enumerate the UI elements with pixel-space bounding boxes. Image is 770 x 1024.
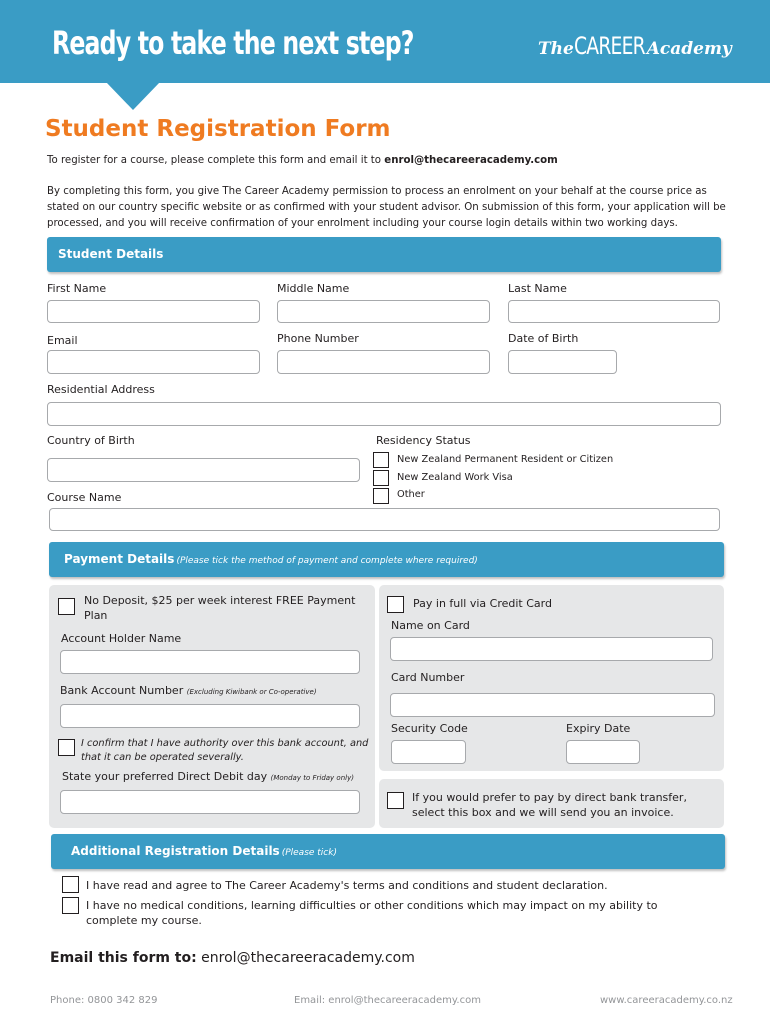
expiry-date-label: Expiry Date (566, 722, 631, 735)
credit-card-label: Pay in full via Credit Card (413, 597, 552, 610)
bank-account-label (60, 684, 317, 697)
bank-account-note: (Excluding Kiwibank or Co-operative) (186, 688, 317, 696)
intro-instructions (47, 155, 558, 166)
logo-academy: Academy (646, 39, 732, 59)
additional-details-header (51, 834, 725, 869)
no-deposit-line1: No Deposit, $25 per week interest FREE Payment (84, 594, 356, 607)
residency-other-checkbox[interactable] (373, 488, 389, 504)
student-details-heading: Student Details (58, 247, 164, 261)
footer-email: Email: enrol@thecareeracademy.com (294, 995, 481, 1006)
additional-details-heading (71, 844, 337, 858)
payment-details-note: (Please tick the method of payment and complete where required) (176, 556, 478, 566)
terms-agree-label: I have read and agree to The Career Academy's terms and conditions and student declaration. (86, 879, 608, 892)
bank-account-title: Bank Account Number (60, 684, 184, 697)
header-banner-pointer (106, 82, 160, 110)
account-holder-label: Account Holder Name (61, 632, 182, 645)
additional-details-title: Additional Registration Details (71, 844, 280, 858)
logo-career: CAREER (573, 32, 645, 60)
payment-details-header (49, 542, 724, 577)
course-name-label: Course Name (47, 491, 122, 504)
email-form-address: enrol@thecareeracademy.com (196, 950, 415, 966)
first-name-label: First Name (47, 282, 107, 295)
email-form-label: Email this form to: (50, 950, 197, 966)
career-academy-logo (538, 32, 732, 60)
medical-line1: I have no medical conditions, learning difficulties or other conditions which may impact on my ability to (86, 899, 658, 912)
last-name-label: Last Name (508, 282, 567, 295)
no-medical-conditions-checkbox[interactable] (62, 897, 79, 914)
bank-transfer-line2: select this box and we will send you an invoice. (412, 806, 674, 819)
first-name-input[interactable] (47, 300, 260, 323)
date-of-birth-input[interactable] (508, 350, 617, 374)
intro-email-link: enrol@thecareeracademy.com (384, 155, 558, 166)
email-input[interactable] (47, 350, 260, 374)
additional-details-note: (Please tick) (281, 848, 337, 858)
terms-agree-checkbox[interactable] (62, 876, 79, 893)
no-medical-conditions-label (86, 898, 658, 928)
last-name-input[interactable] (508, 300, 720, 323)
no-deposit-line2: Plan (84, 609, 108, 622)
logo-the: The (538, 39, 574, 59)
no-deposit-plan-checkbox[interactable] (58, 598, 75, 615)
residency-other-label: Other (397, 489, 425, 500)
email-label: Email (47, 334, 78, 347)
expiry-date-input[interactable] (566, 740, 640, 764)
bank-authority-checkbox[interactable] (58, 739, 75, 756)
security-code-label: Security Code (391, 722, 468, 735)
payment-details-heading (64, 552, 478, 566)
footer-website: www.careeracademy.co.nz (600, 995, 733, 1006)
debit-day-title: State your preferred Direct Debit day (62, 770, 268, 783)
course-name-input[interactable] (49, 508, 720, 531)
credit-card-checkbox[interactable] (387, 596, 404, 613)
bank-account-input[interactable] (60, 704, 360, 728)
debit-day-input[interactable] (60, 790, 360, 814)
phone-number-input[interactable] (277, 350, 490, 374)
name-on-card-label: Name on Card (391, 619, 470, 632)
no-deposit-plan-label (84, 593, 355, 623)
name-on-card-input[interactable] (390, 637, 713, 661)
card-number-input[interactable] (390, 693, 715, 717)
country-of-birth-input[interactable] (47, 458, 360, 482)
residency-status-label: Residency Status (376, 434, 471, 447)
header-tagline: Ready to take the next step? (52, 24, 414, 62)
security-code-input[interactable] (391, 740, 466, 764)
residency-nz-permanent-label: New Zealand Permanent Resident or Citizen (397, 454, 614, 465)
debit-day-label (62, 770, 354, 783)
card-number-label: Card Number (391, 671, 465, 684)
residency-nz-work-visa-checkbox[interactable] (373, 470, 389, 486)
medical-line2: complete my course. (86, 914, 202, 927)
country-of-birth-label: Country of Birth (47, 434, 135, 447)
account-holder-input[interactable] (60, 650, 360, 674)
bank-authority-line1: I confirm that I have authority over this bank account, and (81, 738, 369, 749)
bank-transfer-label (412, 790, 687, 820)
bank-authority-line2: that it can be operated severally. (81, 752, 244, 763)
residency-nz-work-visa-label: New Zealand Work Visa (397, 472, 513, 483)
phone-number-label: Phone Number (277, 332, 359, 345)
date-of-birth-label: Date of Birth (508, 332, 579, 345)
bank-transfer-checkbox[interactable] (387, 792, 404, 809)
email-form-instruction (50, 950, 415, 966)
residential-address-input[interactable] (47, 402, 721, 426)
residency-nz-permanent-checkbox[interactable] (373, 452, 389, 468)
student-details-header (47, 237, 721, 272)
bank-authority-label (81, 737, 368, 765)
page-title: Student Registration Form (45, 116, 391, 142)
footer-phone: Phone: 0800 342 829 (50, 995, 158, 1006)
residential-address-label: Residential Address (47, 383, 155, 396)
bank-transfer-line1: If you would prefer to pay by direct bank transfer, (412, 791, 687, 804)
intro-permission-paragraph: By completing this form, you give The Career Academy permission to process an enrolment on your behalf at the course price as stated on our country specific website or as confirmed with your student advisor. On submission of this form, your application will be processed, and you will receive confirmation of your enrolment including your course login details within two working days. (47, 186, 726, 229)
middle-name-label: Middle Name (277, 282, 350, 295)
intro-prefix: To register for a course, please complete this form and email it to (47, 155, 385, 166)
payment-details-title: Payment Details (64, 552, 175, 566)
middle-name-input[interactable] (277, 300, 490, 323)
debit-day-note: (Monday to Friday only) (270, 774, 354, 782)
